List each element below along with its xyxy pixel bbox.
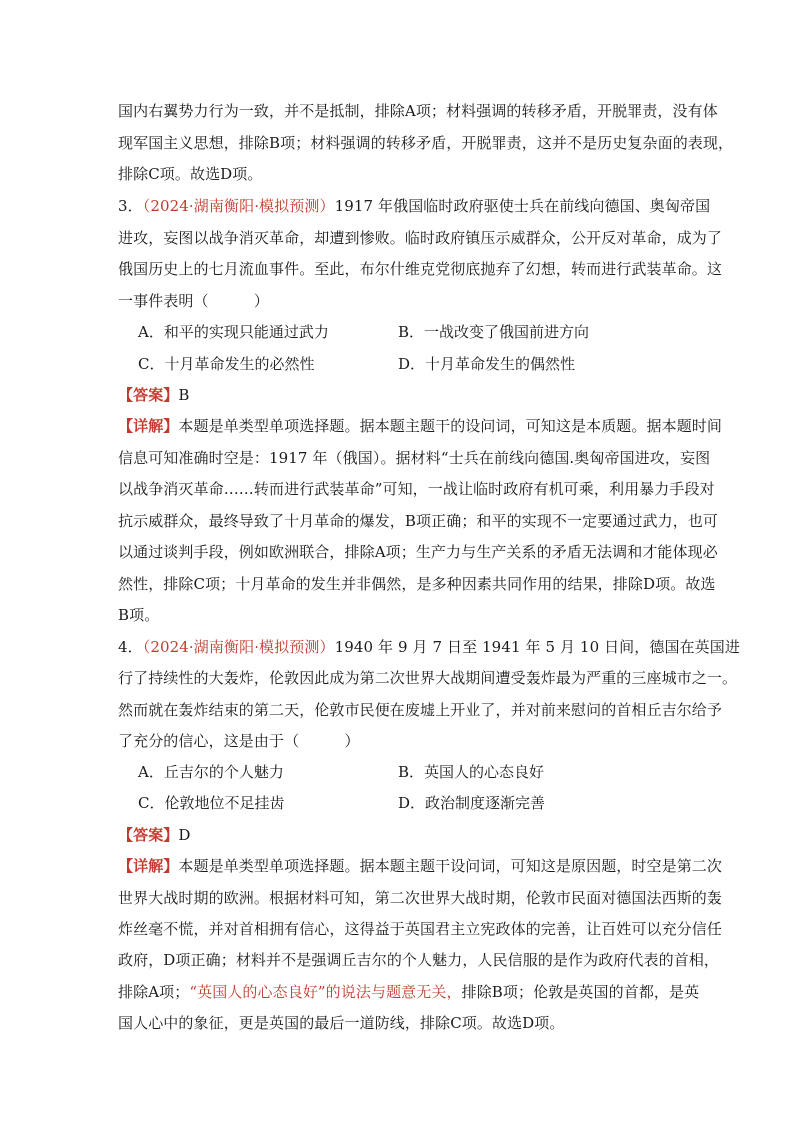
q3-detail-line-4: 抗示威群众，最终导致了十月革命的爆发，B项正确；和平的实现不一定要通过武力，也可 [118, 512, 719, 530]
q4-detail-line-1 [118, 856, 722, 876]
q4-source: （2024·湖南衡阳·模拟预测） [142, 638, 335, 656]
q4-option-a: A．丘吉尔的个人魅力 [138, 763, 284, 781]
q3-option-d: D．十月革命发生的偶然性 [398, 355, 576, 373]
q3-option-a: A．和平的实现只能通过武力 [138, 323, 329, 341]
q3-stem-text-1: 1917 年俄国临时政府驱使士兵在前线向德国、奥匈帝国 [334, 197, 711, 215]
intro-line-2: 现军国主义思想，排除B项；材料强调的转移矛盾，开脱罪责，这并不是历史复杂面的表现， [118, 134, 734, 152]
q3-detail-line-1 [118, 416, 722, 436]
q3-stem-line-4: 一事件表明（ ） [118, 292, 270, 310]
q4-stem-text-1: 1940 年 9 月 7 日至 1941 年 5 月 10 日间，德国在英国进 [334, 638, 740, 656]
q3-answer-value: B [178, 386, 190, 404]
q4-stem-line-2: 行了持续性的大轰炸，伦敦因此成为第二次世界大战期间遭受轰炸最为严重的三座城市之一。 [118, 669, 738, 687]
q3-detail-label: 【详解】 [118, 417, 179, 435]
q3-detail-line-2: 信息可知准确时空是：1917 年（俄国）。据材料“士兵在前线向德国.奥匈帝国进攻，妄图 [118, 449, 711, 467]
q3-source: （2024·湖南衡阳·模拟预测） [142, 197, 335, 215]
q3-answer [118, 385, 190, 405]
q4-answer [118, 825, 191, 845]
q3-detail-line-7: B项。 [118, 606, 160, 624]
q4-detail-line-3: 炸丝毫不慌，并对首相拥有信心，这得益于英国君主立宪政体的完善，让百姓可以充分信任 [118, 920, 723, 938]
q4-detail-line-4: 政府，D项正确；材料并不是强调丘吉尔的个人魅力，人民信服的是作为政府代表的首相， [118, 951, 720, 969]
q4-answer-label: 【答案】 [118, 826, 179, 844]
q3-detail-line-5: 以通过谈判手段，例如欧洲联合，排除A项；生产力与生产关系的矛盾无法调和才能体现必 [118, 543, 718, 561]
q3-number: 3． [118, 197, 143, 215]
q3-option-b: B．一战改变了俄国前进方向 [398, 323, 590, 341]
q3-stem-line-1 [118, 196, 710, 216]
q4-option-b: B．英国人的心态良好 [398, 763, 545, 781]
q4-detail-label: 【详解】 [118, 857, 179, 875]
q4-option-d: D．政治制度逐渐完善 [398, 794, 546, 812]
q4-detail-quote: “英国人的心态良好”的说法与题意无关， [189, 983, 462, 1001]
q3-option-c: C．十月革命发生的必然性 [138, 355, 315, 373]
q4-answer-value: D [178, 826, 191, 844]
q4-stem-line-4: 了充分的信心，这是由于（ ） [118, 732, 360, 750]
q4-detail-line-6: 国人心中的象征，更是英国的最后一道防线，排除C项。故选D项。 [118, 1014, 565, 1032]
q3-answer-label: 【答案】 [118, 386, 179, 404]
q3-stem-line-3: 俄国历史上的七月流血事件。至此，布尔什维克党彻底抛弃了幻想，转而进行武装革命。这 [118, 260, 723, 278]
q3-detail-line-6: 然性，排除C项；十月革命的发生并非偶然，是多种因素共同作用的结果，排除D项。故选 [118, 575, 716, 593]
q4-stem-line-3: 然而就在轰炸结束的第二天，伦敦市民便在废墟上开业了，并对前来慰问的首相丘吉尔给予 [118, 701, 723, 719]
q4-number: 4． [118, 638, 143, 656]
q4-detail-line-5 [118, 982, 699, 1002]
q3-detail-text-1: 本题是单类型单项选择题。据本题主题干的设问词，可知这是本质题。据本题时间 [178, 417, 723, 435]
q3-stem-line-2: 进攻，妄图以战争消灭革命，却遭到惨败。临时政府镇压示威群众，公开反对革命，成为了 [118, 229, 723, 247]
q4-detail-text-1: 本题是单类型单项选择题。据本题主题干设问词，可知这是原因题，时空是第二次 [178, 857, 723, 875]
q4-detail-text-5a: 排除A项； [118, 983, 190, 1001]
q4-option-c: C．伦敦地位不足挂齿 [138, 794, 285, 812]
q3-detail-line-3: 以战争消灭革命……转而进行武装革命”可知，一战让临时政府有机可乘，利用暴力手段对 [118, 480, 715, 498]
intro-line-3: 排除C项。故选D项。 [118, 165, 263, 183]
q4-detail-text-5b: 排除B项；伦敦是英国的首都，是英 [461, 983, 700, 1001]
q4-detail-line-2: 世界大战时期的欧洲。根据材料可知，第二次世界大战时期，伦敦市民面对德国法西斯的轰 [118, 889, 723, 907]
q4-stem-line-1 [118, 637, 740, 657]
intro-line-1: 国内右翼势力行为一致，并不是抵制，排除A项；材料强调的转移矛盾，开脱罪责，没有体 [118, 102, 718, 120]
